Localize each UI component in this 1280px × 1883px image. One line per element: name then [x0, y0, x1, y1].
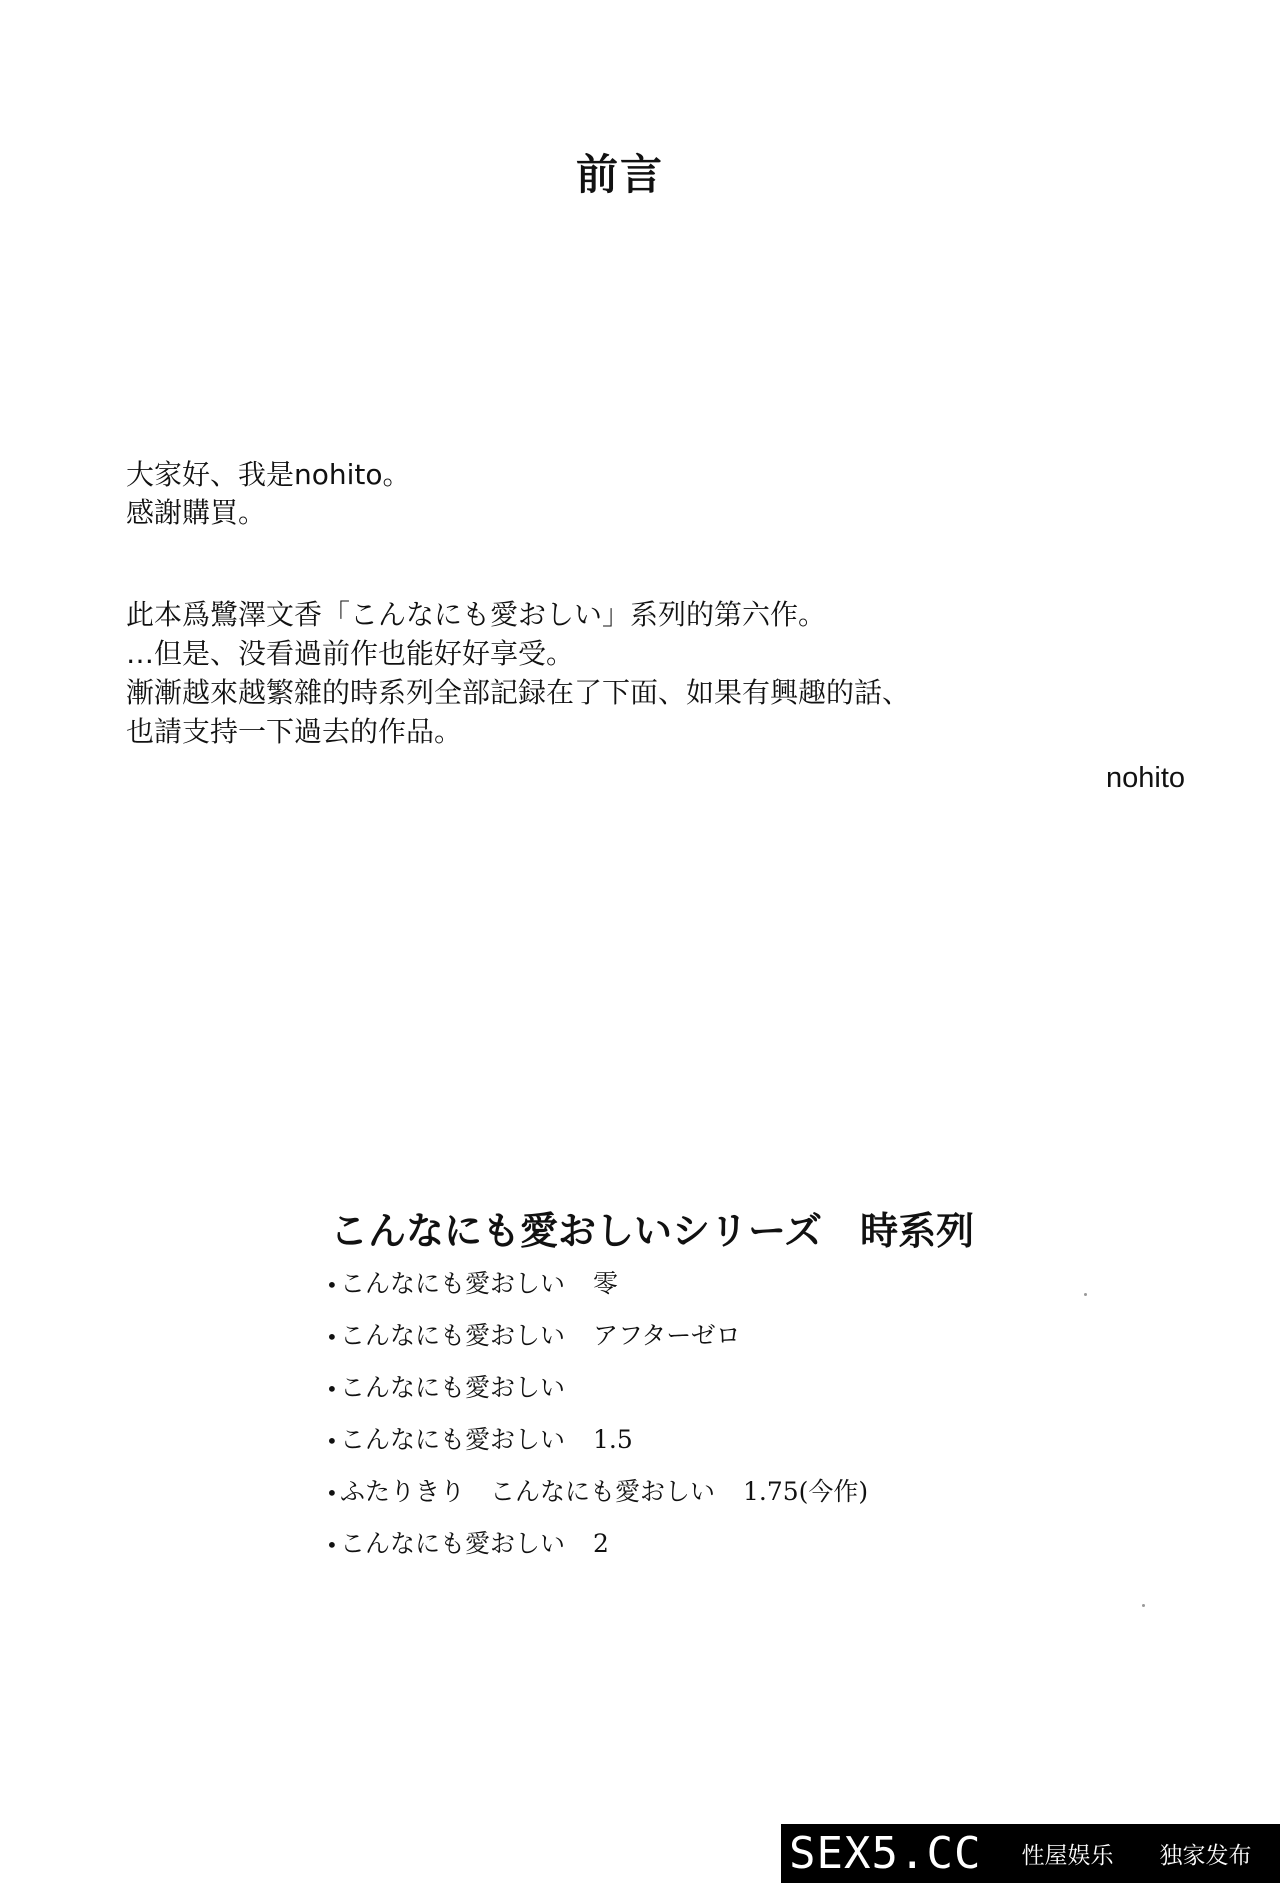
body-line: 也請支持一下過去的作品。 — [126, 715, 463, 748]
list-item — [326, 1370, 868, 1422]
list-item — [326, 1266, 868, 1318]
bullet-icon: • — [326, 1481, 338, 1505]
watermark-logo: SEX5.CC — [789, 1828, 982, 1879]
entry-extra: アフターゼロ — [593, 1321, 741, 1350]
body-line: 漸漸越來越繁雜的時系列全部記録在了下面、如果有興趣的話、 — [126, 676, 911, 709]
list-item — [326, 1526, 868, 1578]
bullet-icon: • — [326, 1325, 338, 1349]
entry-title: こんなにも愛おしい — [340, 1373, 566, 1402]
body-line: 此本爲鷺澤文香「こんなにも愛おしい」系列的第六作。 — [126, 598, 827, 631]
bullet-icon: • — [326, 1429, 338, 1453]
paper-speck — [1142, 1604, 1145, 1607]
entry-title: こんなにも愛おしい — [340, 1269, 566, 1298]
series-list — [326, 1266, 868, 1578]
watermark-tag: 独家发布 — [1159, 1843, 1252, 1869]
list-item — [326, 1422, 868, 1474]
entry-title: こんなにも愛おしい — [340, 1529, 566, 1558]
intro-paragraph — [126, 456, 411, 532]
paper-speck — [1084, 1293, 1087, 1296]
bullet-icon: • — [326, 1377, 338, 1401]
page-title: 前言 — [575, 150, 664, 199]
intro-line: 大家好、我是nohito。 — [126, 458, 411, 491]
entry-title: こんなにも愛おしい — [340, 1321, 566, 1350]
author-signature: nohito — [1105, 762, 1185, 794]
entry-title: こんなにも愛おしい — [340, 1425, 566, 1454]
list-item — [326, 1474, 868, 1526]
entry-extra: 1.75(今作) — [743, 1477, 869, 1506]
bullet-icon: • — [326, 1273, 338, 1297]
watermark-banner — [781, 1824, 1280, 1883]
entry-extra: 2 — [593, 1529, 609, 1558]
watermark-tag: 性屋娱乐 — [1021, 1843, 1114, 1869]
list-item — [326, 1318, 868, 1370]
entry-title: ふたりきり こんなにも愛おしい — [340, 1477, 716, 1506]
series-heading: こんなにも愛おしいシリーズ 時系列 — [330, 1208, 975, 1253]
intro-line: 感謝購買。 — [126, 496, 267, 529]
body-paragraph — [126, 595, 910, 751]
entry-extra: 1.5 — [593, 1425, 633, 1454]
entry-extra: 零 — [593, 1269, 619, 1298]
bullet-icon: • — [326, 1533, 338, 1557]
body-line: …但是、没看過前作也能好好享受。 — [126, 637, 575, 670]
